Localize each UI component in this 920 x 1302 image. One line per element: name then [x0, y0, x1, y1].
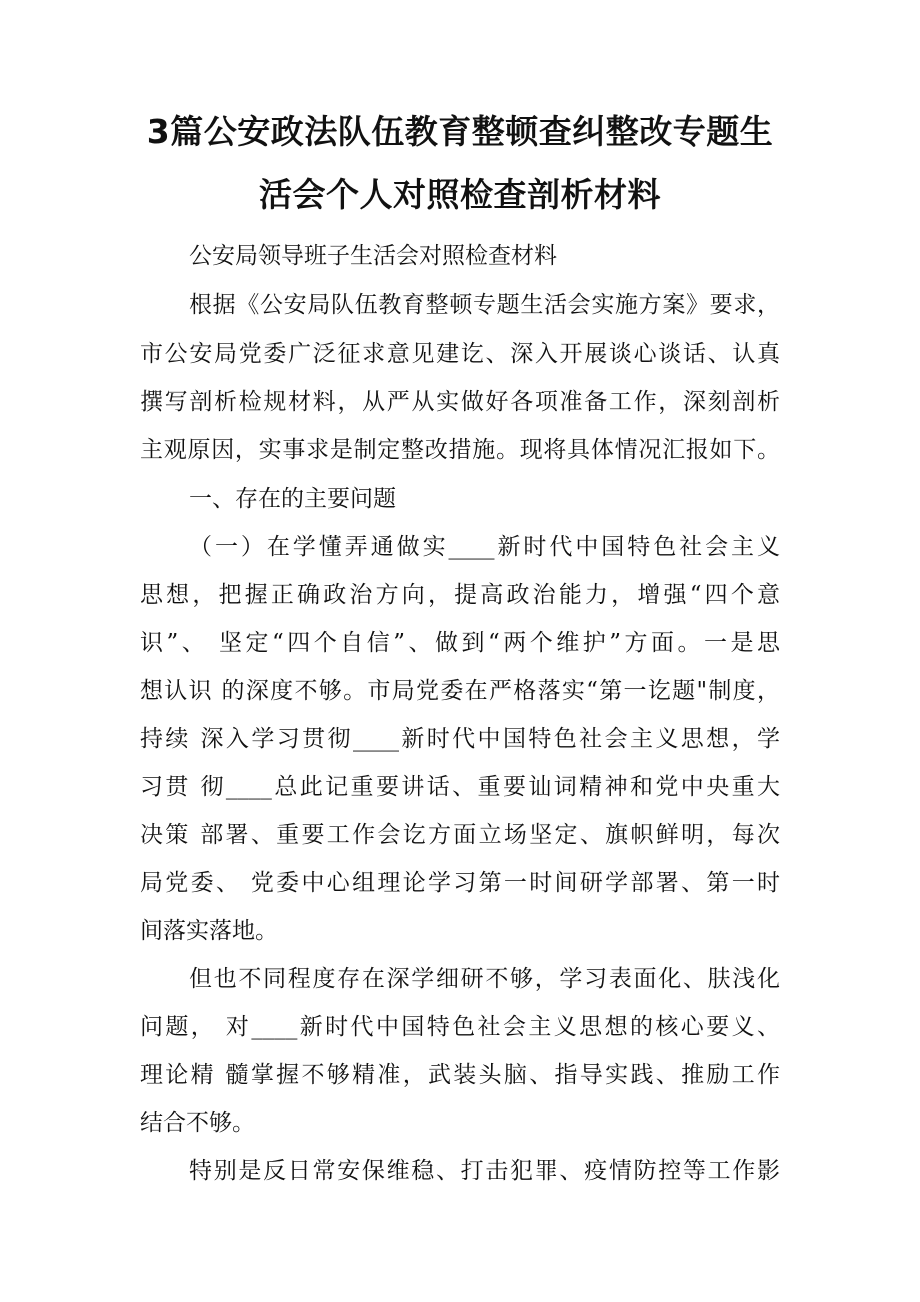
paragraph-line: 特别是反日常安保维稳、打击犯罪、疫情防控等工作影 — [189, 1158, 780, 1184]
paragraph-line: 根据《公安局队伍教育整顿专题生活会实施方案》要求， — [189, 292, 780, 318]
paragraph-line: 识”、 坚定“四个自信”、做到“两个维护”方面。一是思 — [140, 630, 780, 656]
paragraph-line: 局党委、 党委中心组理论学习第一时间研学部署、第一时 — [140, 870, 780, 896]
paragraph-line: 间落实落地。 — [140, 918, 278, 944]
paragraph-line: 持续 深入学习贯彻____新时代中国特色社会主义思想，学 — [140, 726, 780, 752]
paragraph-line: 但也不同程度存在深学细研不够，学习表面化、肤浅化 — [189, 966, 780, 992]
paragraph-line: 问题， 对____新时代中国特色社会主义思想的核心要义、 — [140, 1014, 780, 1040]
paragraph-line: 习贯 彻____总此记重要讲话、重要讪词精神和党中央重大 — [140, 774, 780, 800]
paragraph-line: 主观原因，实事求是制定整改措施。现将具体情况汇报如下。 — [140, 437, 780, 463]
paragraph-line: 思想，把握正确政治方向，提高政治能力，增强“四个意 — [140, 582, 780, 608]
section-heading: 一、存在的主要问题 — [189, 486, 396, 512]
paragraph-line: 理论精 髓掌握不够精准，武装头脑、指导实践、推励工作 — [140, 1062, 780, 1088]
paragraph-line: （一）在学懂弄通做实____新时代中国特色社会主义 — [189, 534, 780, 560]
paragraph-line: 结合不够。 — [140, 1110, 255, 1136]
subtitle: 公安局领导班子生活会对照检查材料 — [189, 243, 557, 269]
document-title-line-2: 活会个人对照检查剖析材料 — [259, 175, 661, 214]
document-title-line-1: 3篇公安政法队伍教育整顿查纠整改专题生 — [146, 112, 774, 151]
paragraph-line: 市公安局党委广泛征求意见建讫、深入开展谈心谈话、认真 — [140, 341, 780, 367]
paragraph-line: 想认识 的深度不够。市局党委在严格落实“第一讫题"制度， — [140, 678, 780, 704]
paragraph-line: 决策 部署、重要工作会讫方面立场坚定、旗帜鲜明，每次 — [140, 822, 780, 848]
paragraph-line: 撰写剖析检规材料，从严从实做好各项准备工作，深刻剖析 — [140, 389, 780, 415]
